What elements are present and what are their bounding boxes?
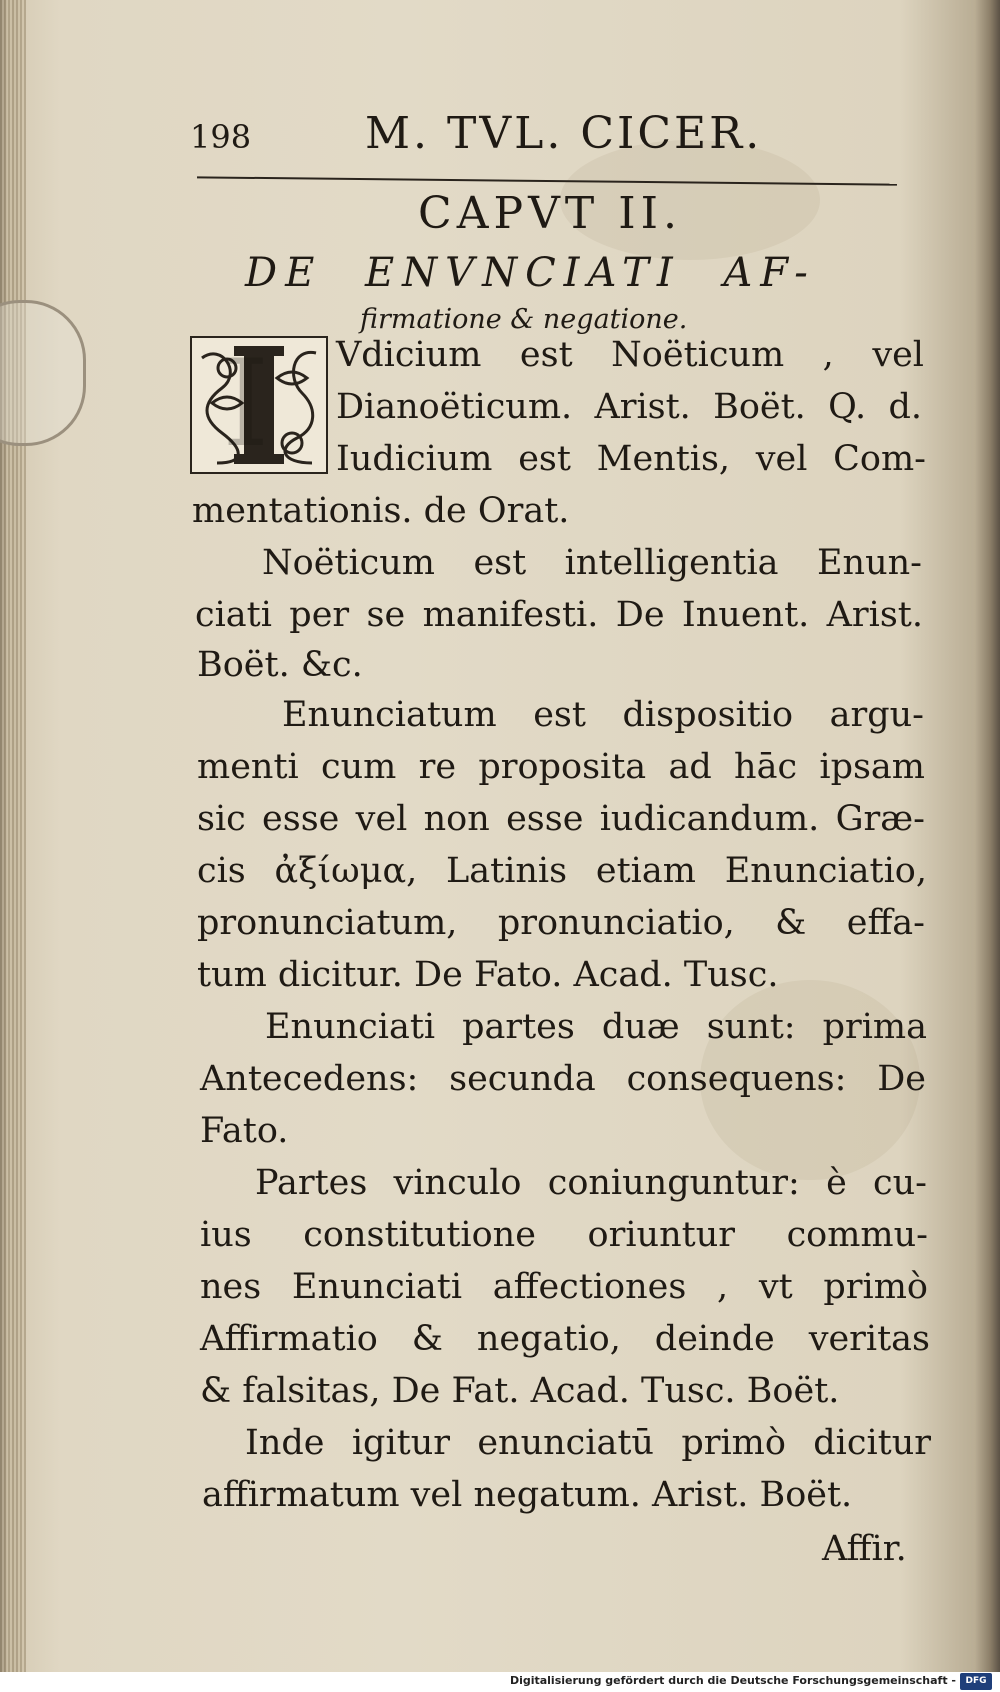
page-edge-stack <box>0 0 26 1672</box>
running-head: M. TVL. CICER. <box>365 108 763 159</box>
page-header <box>190 108 890 168</box>
catchword: Affir. <box>822 1529 907 1569</box>
text-line: Enunciati partes duæ sunt: prima <box>265 1007 927 1047</box>
text-line: & falsitas, De Fat. Acad. Tusc. Boët. <box>200 1371 840 1411</box>
text-line: pronunciatum, pronunciatio, & effa- <box>197 903 925 943</box>
text-line: Fato. <box>200 1111 289 1151</box>
text-line: cis ἀξίωμα, Latinis etiam Enunciatio, <box>197 851 927 891</box>
text-line: Iudicium est Mentis, vel Com- <box>336 439 926 479</box>
text-line: Affirmatio & negatio, deinde veritas <box>200 1319 930 1359</box>
dfg-logo <box>960 1673 992 1690</box>
text-line: menti cum re proposita ad hāc ipsam <box>197 747 925 787</box>
chapter-heading: CAPVT II. <box>418 188 682 239</box>
text-line: affirmatum vel negatum. Arist. Boët. <box>202 1475 853 1515</box>
drop-cap-letter: I <box>222 335 270 474</box>
text-line: Boët. &c. <box>197 645 363 685</box>
text-line: Dianoëticum. Arist. Boët. Q. d. <box>336 387 922 427</box>
text-line: tum dicitur. De Fato. Acad. Tusc. <box>197 955 779 995</box>
text-line: nes Enunciati affectiones , vt primò <box>200 1267 928 1307</box>
dfg-logo-text: DFG <box>965 1676 987 1686</box>
text-line: ciati per se manifesti. De Inuent. Arist. <box>195 595 923 635</box>
text-line: Partes vinculo coniunguntur: è cu- <box>255 1163 927 1203</box>
decorated-initial <box>190 336 328 474</box>
text-line: ius constitutione oriuntur commu- <box>200 1215 928 1255</box>
book-clasp <box>0 300 86 446</box>
text-line: sic esse vel non esse iudicandum. Græ- <box>197 799 925 839</box>
page-number: 198 <box>190 118 252 156</box>
text-line: Noëticum est intelligentia Enun- <box>262 543 922 583</box>
text-line: Vdicium est Noëticum , vel <box>336 335 924 375</box>
section-title-line1: DE ENVNCIATI AF- <box>245 250 816 296</box>
text-line: Antecedens: secunda consequens: De <box>200 1059 926 1099</box>
text-line: Enunciatum est dispositio argu- <box>282 695 924 735</box>
scan-credit-text: Digitalisierung gefördert durch die Deutsche Forschungsgemeinschaft - <box>509 1674 956 1687</box>
text-line: Inde igitur enunciatū primò dicitur <box>245 1423 931 1463</box>
section-title-line2: firmatione & negatione. <box>360 304 688 335</box>
text-line: mentationis. de Orat. <box>192 491 570 531</box>
